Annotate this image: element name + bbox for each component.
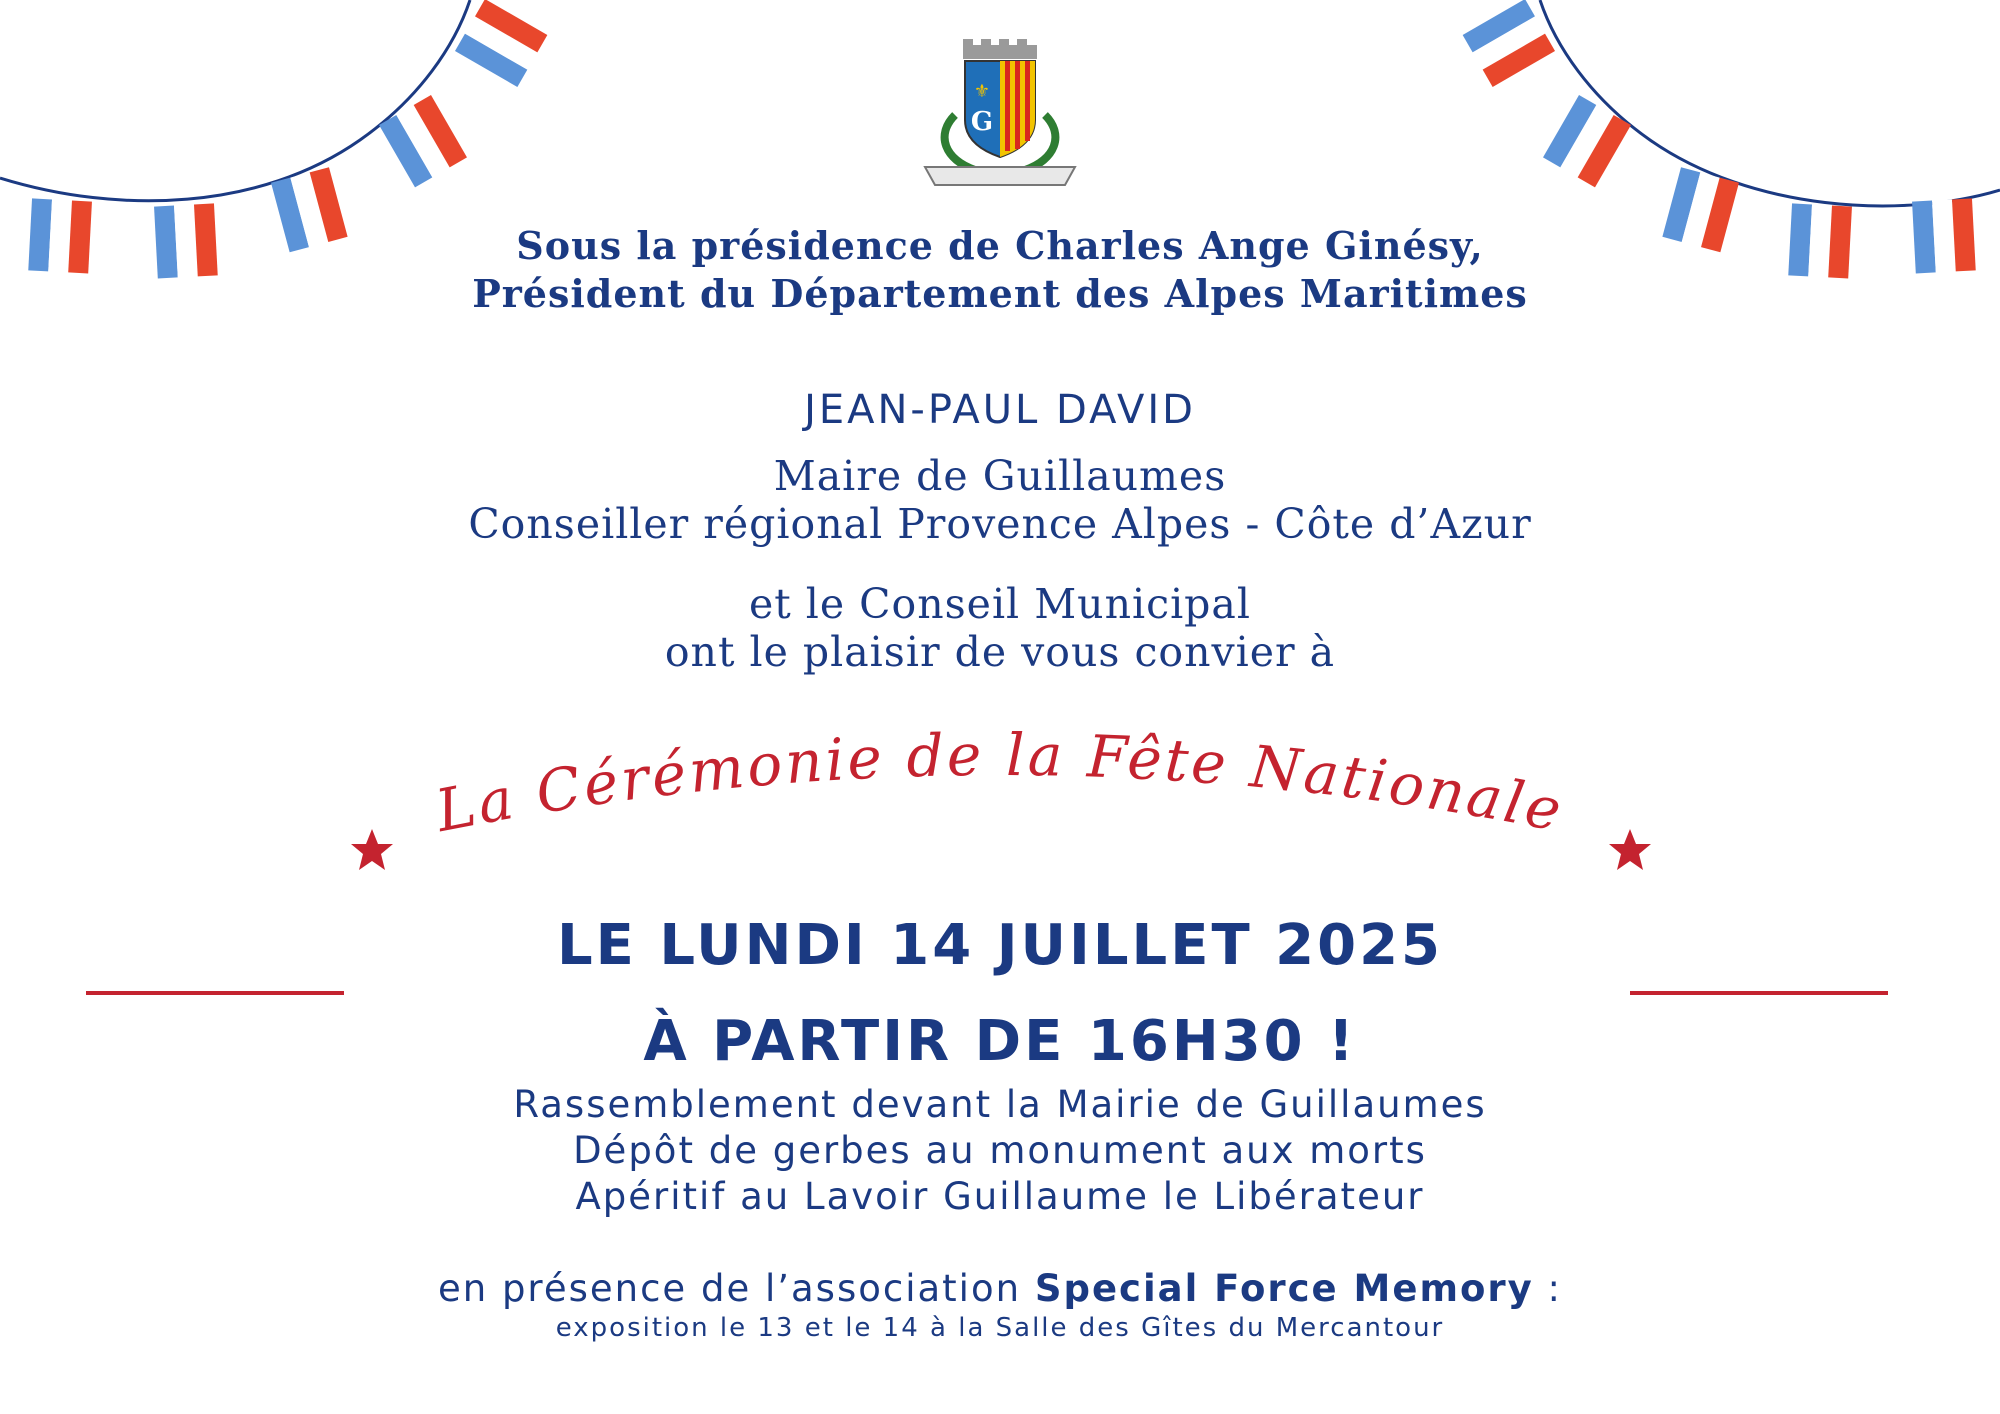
star-left-icon	[351, 829, 393, 870]
program-item: Dépôt de gerbes au monument aux morts	[573, 1129, 1427, 1172]
star-right-icon	[1609, 829, 1651, 870]
svg-text:⚜: ⚜	[973, 81, 991, 102]
association-name: Special Force Memory	[1034, 1267, 1534, 1310]
exhibition-note: exposition le 13 et le 14 à la Salle des Gîtes du Mercantour	[555, 1313, 1445, 1343]
coat-of-arms-icon	[915, 35, 1085, 195]
flag-icon	[379, 95, 467, 187]
event-title	[0, 720, 2000, 900]
event-date: LE LUNDI 14 JUILLET 2025	[556, 913, 1444, 978]
event-title-text: La Cérémonie de la Fête Nationale	[430, 720, 1570, 846]
svg-text:La Cérémonie de la Fête Nation	[430, 721, 1570, 845]
flag-icon	[1543, 95, 1631, 187]
program-item: Rassemblement devant la Mairie de Guillaumes	[513, 1083, 1487, 1126]
mayor-titles: Maire de Guillaumes Conseiller régional Provence Alpes - Côte d’Azur	[468, 452, 1532, 548]
association-line: en présence de l’association Special Force Memory :	[437, 1267, 1563, 1310]
program-item: Apéritif au Lavoir Guillaume le Libérateur	[575, 1175, 1425, 1218]
flag-icon	[455, 0, 547, 87]
svg-text:G: G	[970, 107, 994, 137]
invitation-text: et le Conseil Municipal ont le plaisir de vous convier à	[664, 580, 1336, 676]
program-list	[0, 1082, 2000, 1220]
mayor-name: JEAN-PAUL DAVID	[804, 387, 1196, 433]
event-time: À PARTIR DE 16H30 !	[643, 1009, 1357, 1074]
presidence-text: Sous la présidence de Charles Ange Ginésy, Président du Département des Alpes Maritimes	[472, 223, 1528, 316]
event-date-block	[0, 898, 2000, 1090]
flag-icon	[1463, 0, 1555, 87]
